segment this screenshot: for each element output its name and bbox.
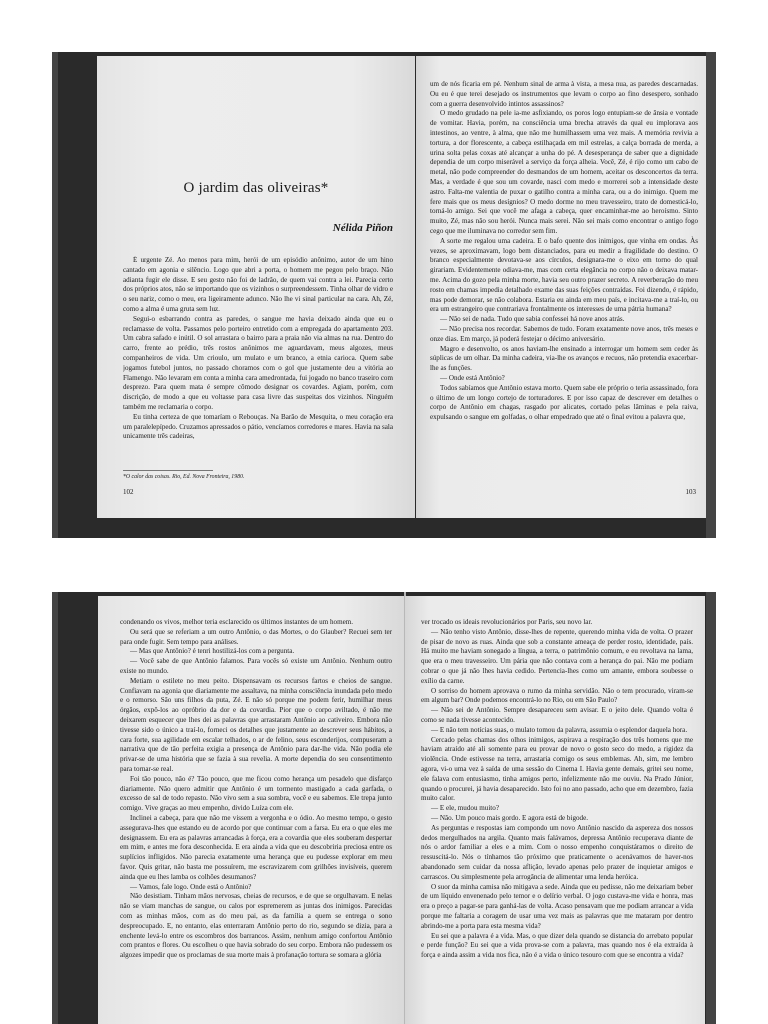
paragraph: Cercado pelas chamas dos olhos inimigos, aspirava a respiração dos três homens que me haviam atraído até ali somente para eu provar de novo o gosto seco do medo, a rigidez da violência. Onde estivesse na terra, arrastaria comigo os seus emblemas. Ah, sim, me lembro agora, vi-o uma vez à saída de uma sessão do Cinema I. Havia gente demais, gritei seu nome, ele falava com entusiasmo, tinha amigos perto, infelizmente não me ouviu. Na Prado Júnior, quando o procurei, já havia desaparecido. Isto foi no ano passado, acho que em dezembro, fazia muito calor. bbox=[421, 735, 693, 803]
paragraph: As perguntas e respostas iam compondo um novo Antônio nascido da aspereza dos nossos dedos mergulhados na argila. Quanto mais falávamos, depressa Antônio recuperava diante de nós o ardor familiar a eles e a mim. Com o nosso empenho conquistáramos o direito de ressuscitá-lo. Nós o tínhamos tão próximo que praticamente o acenávamos de haver-nos abandonado sem cuidar da nossa aflição, levado apenas pelo prazer de inquietar amigos e carrascos. Ou simplesmente pela arrogância de alimentar uma lenda heróica. bbox=[421, 823, 693, 881]
paragraph: Ou será que se referiam a um outro Antônio, o das Mortes, o do Glauber? Recuei sem ter para onde fugir. Sem tempo para análises. bbox=[120, 627, 392, 646]
page-105-body bbox=[421, 618, 693, 1024]
page-105 bbox=[405, 596, 705, 1024]
page-104 bbox=[98, 596, 404, 1024]
paragraph: ver trocado os ideais revolucionários por Paris, seu novo lar. bbox=[421, 618, 593, 626]
paragraph: Não desistiam. Tinham mãos nervosas, cheias de recursos, e de que se orgulhavam. E nelas não se viam manchas de sangue, ou calos por espremerem as juntas dos inimigos. Parecidas com as minhas mãos, com as do meu pai, as da família a quem se entrega o sono despreocupado. E, no entanto, elas enterraram Antônio perto do rio, segundo se dizia, para a enchente levá-lo entre os escombros dos barrancos. Assim, nenhum amigo confortou Antônio com prantos e flores. Ou escolheu o que havia sobrado do seu corpo. Embora não pudessem os algozes impedir que os proclamas de sua morte mais à profanação tortura se somara a glória bbox=[120, 892, 392, 960]
story-title: O jardim das oliveiras* bbox=[183, 180, 329, 196]
paragraph: O medo grudado na pele ia-me asfixiando, os poros logo entupiam-se de ânsia e vontade de vomitar. Havia, porém, na consciência uma brecha através da qual eu implorava aos intestinos, ao ventre, à alma, que não me humilhassem uma vez mais. A memória revivia a tortura, a dor florescente, a cabeça estilhaçada em mil estrelas, a calça borrada de merda, a urina solta pelas coxas até alcançar a unha do pé. A desesperança de saber que a dignidade dependia de um corpo miserável a serviço da força alheia. Você, Zé, é rijo como um cabo de metal, não pode compreender do desmandos de um homem, aceitar os desconcertos da terra. Mas, a verdade é que sou um covarde, nasci com medo e morrerei sob a intensidade deste astro. Falta-me valentia de puxar o gatilho contra a minha cara, ou a do inimigo. Quem me fere mais que os meus desígnios? O medo dorme no meu travesseiro, trato de domesticá-lo, torná-lo amigo. Sei que você me afaga a cabeça, quer encaminhar-me ao heroísmo. Sinto muito, Zé, mas não sou herói. Nunca mais serei. Não sei mais como encontrar o antigo fogo cego que me iluminava no corredor sem fim. bbox=[430, 109, 698, 235]
paragraph: Eu tinha certeza de que tomaríam o Rebouças. Na Barão de Mesquita, o meu coração era um paralelepípedo. Cruzamos apressados o pátio, vencíamos corredores e mares. Havia na sala unicamente três cadeiras, bbox=[123, 412, 393, 441]
paragraph: um de nós ficaria em pé. Nenhum sinal de arma à vista, a mesa nua, as paredes descarnadas. Ou eu é que terei desejado os instrumentos que levam o corpo ao fino desespero, sonhado com a guerra desenvolvido intintos assassinos? bbox=[430, 80, 698, 108]
paragraph: — Você sabe de que Antônio falamos. Para vocês só existe um Antônio. Nenhum outro existe no mundo. bbox=[120, 657, 392, 675]
paragraph: — Não precisa nos recordar. Sabemos de tudo. Foram exatamente nove anos, três meses e onze dias. Em março, já poderá festejar o décimo aniversário. bbox=[430, 324, 698, 343]
paragraph: — Não. Um pouco mais gordo. E agora está de bigode. bbox=[431, 813, 589, 822]
paragraph: É urgente Zé. Ao menos para mim, herói de um episódio anônimo, autor de um hino cantado em agonia e silêncio. Logo que abri a porta, o homem me pegou pelo braço. Não adianta fugir ele disse. E seu gesto não foi de ladrão, de quem vai contra a lei. Parecia certo dos próprios atos, não se importando que os vizinhos o surpreendessem. Tinha olhar de vidro e o seu nariz, como o meu, era ligeiramente adunco. Não lhe vi sinal particular na cara. Ah, Zé, como a alma é uma gruta sem luz. bbox=[123, 256, 393, 313]
page-104-body bbox=[120, 618, 392, 1024]
shadow-edge-right bbox=[706, 592, 716, 1024]
paragraph: Foi tão pouco, não é? Tão pouco, que me ficou como herança um pesadelo que disfarço diariamente. Não quero admitir que Antônio é um tormento mastigado a cada garfada, o excesso de sal de todo repasto. Não vivo sem a sua sombra, você e eu sabemos. Ele trepa junto comigo. Vive graças ao meu empenho, divido Luíza com ele. bbox=[120, 774, 392, 813]
footnote-rule bbox=[123, 470, 213, 471]
page-102-body bbox=[123, 256, 393, 468]
paragraph: O sorriso do homem aprovava o rumo da minha servidão. Não o tem procurado, viram-se em algum bar? Onde podemos encontrá-lo no Rio, ou em São Paulo? bbox=[421, 686, 693, 705]
footnote: *O calor das coisas. Rio, Ed. Nova Fronteira, 1980. bbox=[123, 474, 245, 480]
paragraph: Inclinei a cabeça, para que não me vissem a vergonha e o ódio. Ao mesmo tempo, o gesto assegurava-lhes que estando eu de acordo por que continuar com a farsa. Eu era o que eles me designassem. Eu era as palavras arrancadas à força, era a covardia que eles souberam despertar em mim, e antes me fora desconhecida. E era ainda a vida que eu descobriria preciosa entre os suplícios infligidos. Não parecia exatamente uma herança que eu pudesse explorar em meu favor. Quis gritar, não basta me possuírem, me escravizarem com grilhões invisíveis, querem ainda que eu lhes lamba os colhões desumanos? bbox=[120, 813, 392, 881]
paragraph: O suor da minha camisa não mitigava a sede. Ainda que eu pedisse, não me deixariam beber de um líquido envenenado pelo temor e o delírio verbal. O jogo custava-me vida e honra, mas era o preço a pagar-se para ganhá-las de volta. Acaso pensavam que me podiam arrancar a vida porque me faltaria a coragem de usar uma vez mais as palavras que me mataram por dentro abrindo-me a porta para esta mesma vida? bbox=[421, 882, 693, 930]
paragraph: — Mas que Antônio? é tenri hostilizá-los com a pergunta. bbox=[130, 647, 295, 656]
paragraph: — Não tenho visto Antônio, disse-lhes de repente, querendo minha vida de volta. O prazer de pisar de novo as ruas. Ainda que sob a constante ameaça de perder rosto, identidade, país. Há muito me haviam sonegado a língua, a terra, o patrimônio comum, e eu revoltava na lama, que era o meu travesseiro. Um pária que não contava com a herança do pai. Não me podiam cobrar o que já não lhes havia cedido. Pertencia-lhes como um amante, embora soubesse o exílio da carne. bbox=[421, 627, 693, 685]
paragraph: Todos sabíamos que Antônio estava morto. Quem sabe ele próprio o teria assassinado, fora o último de um longo cortejo de torturadores. E por isso capaz de descrever em detalhes o corpo de Antônio em chagas, rasgado por alicates, cortado pelas lâminas e pela raiva, expulsando o sangue em golfadas, o olhar empedrado que até o final evitou a palavra que, bbox=[430, 383, 698, 422]
paragraph: — E ele, mudou muito? bbox=[431, 804, 499, 813]
paragraph: — Não sei de Antônio. Sempre desapareceu sem avisar. E o jeito dele. Quando volta é como se nada tivesse acontecido. bbox=[421, 706, 693, 724]
paragraph: Eu sei que a palavra é a vida. Mas, o que dizer dela quando se distancia do arrebato popular e perde função? Eu sei que a vida prova-se com a palavra, mas quando nos é ela extraída à força e ainda assim a vida nos fica, não é a vida o único tesouro com que se encontra a vida? bbox=[421, 931, 693, 960]
paragraph: Magro e desenvolto, os anos haviam-lhe ensinado a interrogar um homem sem ceder às súplicas de um olhar. Da minha cadeira, via-lhe os avanços e recuos, não pretendia exacerbar-lhe as funções. bbox=[430, 344, 698, 373]
page-number-102: 102 bbox=[123, 488, 134, 496]
book-spread-photo-top bbox=[52, 52, 716, 538]
shadow-edge-left bbox=[52, 592, 58, 1024]
page-103 bbox=[416, 56, 708, 518]
page-103-body bbox=[430, 80, 698, 484]
paragraph: condenando os vivos, melhor teria esclarecido os últimos instantes de um homem. bbox=[120, 618, 354, 626]
paragraph: Segui-o esbarrando contra as paredes, o sangue me havia deixado ainda que eu o reclamasse de volta. Passamos pelo porteiro entretido com a empregada do apartamento 203. Um cabra safado e inútil. O sol arrastara o bairro para a praia não via almas na rua. Dentro do carro, frente ao prédio, três rostos anônimos me aguardavam, meus algozes, meus companheiros de vida. Um crioulo, um mulato e um branco, a etnia carioca. Quem sabe jogamos futebol juntos, no passado choramos com o gol que justamente deu a vitória ao Flamengo. Não levaram em conta a minha cara amedrontada, fui jogado no banco traseiro com desprezo. Para quem mata é sempre cômodo designar os covardes. Agiam, porém, com discrição, de modo a que eu voltasse para casa livre das suspeitas dos vizinhos. Ninguém também me reclamaria o corpo. bbox=[123, 314, 393, 411]
paragraph: — E não tem notícias suas, o mulato tomou da palavra, assumia o esplendor daquela hora. bbox=[431, 725, 688, 734]
story-author: Nélida Piñon bbox=[332, 222, 393, 234]
paragraph: Metiam o estilete no meu peito. Dispensavam os recursos fartos e cheios de sangue. Confiavam na agonia que diariamente me assaltava, na minha consciência inundada pelo medo e o remorso. São uns filhos da puta, Zé. E não só porque me podem ferir, humilhar meus órgãos, expô-los ao opróbrio da dor e da covardia. Pior que o corpo aviltado, é não me deixarem esquecer que lhes dei as palavras que arrastaram Antônio ao cativeiro. Embora não tivesse sido o único a traí-lo, forneci os detalhes que justamente ao descrever seus hábitos, a cara forte, sua agilidade em escalar telhados, o ar de felino, seus esconderijos, compuseram a narrativa que de tão perfeita exigia a presença de Antônio para dar-lhe vida. Não podia ele privar-se de uma história que se fazia à sua revelia. A morte dependia do seu consentimento para tornar-se real. bbox=[120, 676, 392, 773]
paragraph: — Não sei de nada. Tudo que sabia confessei há nove anos atrás. bbox=[440, 315, 625, 324]
paragraph: A sorte me regalou uma cadeira. E o bafo quente dos inimigos, que vinha em ondas. Às vezes, se aproximavam, logo bem distanciados, para eu medir a fragilidade do destino. O branco especialmente devotava-se aos círculos, designara-me o eixo em torno do qual girariam. Evidentemente odiava-me, mas com certa elegância no corpo não o deixava matar-me. Acima do gozo pela minha morte, havia seu outro prazer secreto. A reverberação do meu rosto em chamas impedia detalhado exame das suas feições contraídas. Foi dizendo, é rápido, mas pode demorar, se não colabora. Estaria eu ainda em meu país, e incitava-me a traí-lo, ou era um estrangeiro que contrariava frontalmente os interesses de uma pátria humana? bbox=[430, 236, 698, 314]
page-102 bbox=[97, 56, 415, 518]
shadow-edge-right bbox=[706, 52, 716, 538]
shadow-edge-left bbox=[52, 52, 58, 538]
page-number-103: 103 bbox=[685, 488, 696, 496]
paragraph: — Onde está Antônio? bbox=[440, 373, 505, 382]
paragraph: — Vamos, fale logo. Onde está o Antônio? bbox=[130, 882, 252, 891]
book-spread-photo-bottom bbox=[52, 592, 716, 1024]
